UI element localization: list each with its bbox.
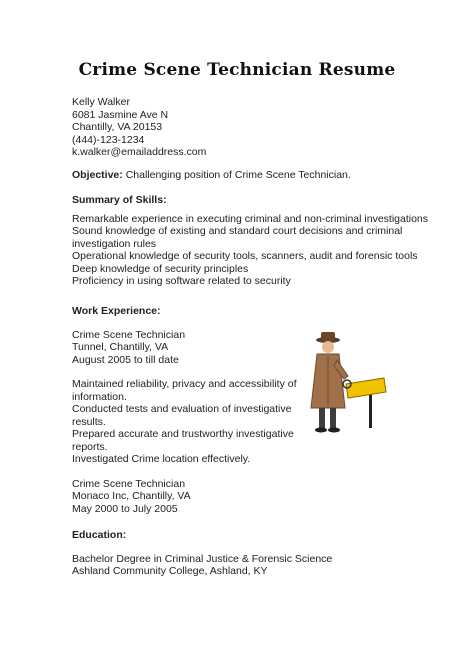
contact-city: Chantilly, VA 20153 <box>72 121 163 133</box>
contact-email: k.walker@emailaddress.com <box>72 146 207 158</box>
skill-item: Proficiency in using software related to security <box>72 275 291 287</box>
job2-title: Crime Scene Technician <box>72 477 186 490</box>
objective-text: Challenging position of Crime Scene Technician. <box>122 169 351 181</box>
work-heading: Work Experience: <box>72 305 161 317</box>
skills-section <box>72 194 428 288</box>
job1-duty: information. <box>72 390 127 403</box>
education-heading: Education: <box>72 529 127 541</box>
job2-company: Monaco Inc, Chantilly, VA <box>72 490 191 502</box>
job1-duty: reports. <box>72 440 108 453</box>
skill-item: Operational knowledge of security tools, scanners, audit and forensic tools <box>72 250 418 262</box>
skill-item: Remarkable experience in executing criminal and non-criminal investigations <box>72 212 429 225</box>
objective-section <box>72 169 351 182</box>
skills-heading: Summary of Skills: <box>72 194 167 206</box>
skill-item: Sound knowledge of existing and standard court decisions and criminal <box>72 225 403 237</box>
job1-company: Tunnel, Chantilly, VA <box>72 341 169 353</box>
contact-address: 6081 Jasmine Ave N <box>72 108 169 121</box>
work-section <box>72 305 297 515</box>
education-degree: Bachelor Degree in Criminal Justice & Forensic Science <box>72 552 333 565</box>
education-section <box>72 529 332 578</box>
job1-duty: Conducted tests and evaluation of investigative <box>72 403 292 415</box>
job1-dates: August 2005 to till date <box>72 353 179 366</box>
skill-item: investigation rules <box>72 237 157 250</box>
job1-duty: Prepared accurate and trustworthy investigative <box>72 428 294 440</box>
page-title: Crime Scene Technician Resume <box>78 60 396 80</box>
job1-title: Crime Scene Technician <box>72 328 186 341</box>
detective-with-sign-icon <box>300 326 396 438</box>
job1-duty: Investigated Crime location effectively. <box>72 453 251 465</box>
education-school: Ashland Community College, Ashland, KY <box>72 565 268 577</box>
job1-duty: Maintained reliability, privacy and accessibility of <box>72 378 297 390</box>
contact-block <box>72 96 206 159</box>
contact-name: Kelly Walker <box>72 96 130 108</box>
job2-dates: May 2000 to July 2005 <box>72 502 178 515</box>
contact-phone: (444)-123-1234 <box>72 133 145 146</box>
objective-label: Objective: <box>72 169 123 181</box>
skill-item: Deep knowledge of security principles <box>72 262 249 275</box>
job1-duty: results. <box>72 415 106 428</box>
